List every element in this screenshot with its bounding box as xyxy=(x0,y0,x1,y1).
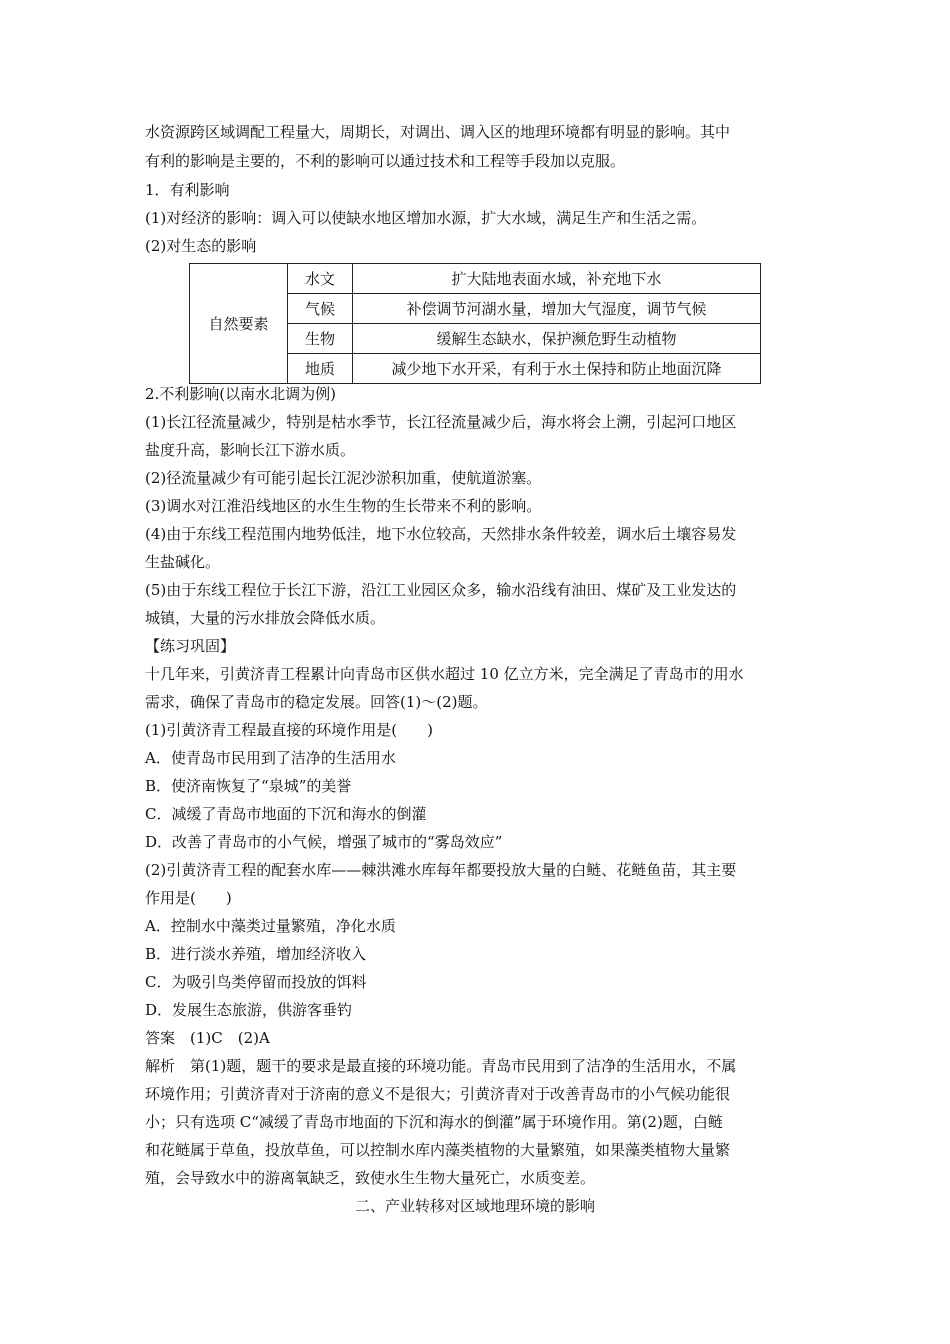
table-factor-cell: 地质 xyxy=(288,354,353,384)
unfavorable-line: 生盐碱化。 xyxy=(145,553,221,571)
unfavorable-line: (2)径流量减少有可能引起长江泥沙淤积加重，使航道淤塞。 xyxy=(145,469,542,487)
practice-stem-line: 需求，确保了青岛市的稳定发展。回答(1)～(2)题。 xyxy=(145,693,488,711)
unfavorable-line: (5)由于东线工程位于长江下游，沿江工业园区众多，输水沿线有油田、煤矿及工业发达的 xyxy=(145,581,737,599)
table-effect-cell: 减少地下水开采，有利于水土保持和防止地面沉降 xyxy=(353,354,761,384)
table-effect-cell: 扩大陆地表面水域，补充地下水 xyxy=(353,264,761,294)
ecological-effect-heading: (2)对生态的影响 xyxy=(145,237,257,255)
table-category-cell: 自然要素 xyxy=(190,264,288,384)
economic-effect: (1)对经济的影响：调入可以使缺水地区增加水源，扩大水域，满足生产和生活之需。 xyxy=(145,209,707,227)
section-title: 二、产业转移对区域地理环境的影响 xyxy=(354,1197,595,1215)
table-factor-cell: 气候 xyxy=(288,294,353,324)
table-effect-cell: 缓解生态缺水，保护濒危野生动植物 xyxy=(353,324,761,354)
practice-stem-line: 十几年来，引黄济青工程累计向青岛市区供水超过 10 亿立方米，完全满足了青岛市的用水 xyxy=(145,665,744,683)
favorable-heading: 1．有利影响 xyxy=(145,181,230,199)
question-1-option-b: B．使济南恢复了“泉城”的美誉 xyxy=(145,777,352,795)
intro-line: 有利的影响是主要的，不利的影响可以通过技术和工程等手段加以克服。 xyxy=(145,152,626,170)
unfavorable-line: (4)由于东线工程范围内地势低洼，地下水位较高，天然排水条件较差，调水后土壤容易发 xyxy=(145,525,737,543)
question-2-option-d: D．发展生态旅游，供游客垂钓 xyxy=(145,1001,353,1019)
answer-line: 答案 (1)C (2)A xyxy=(145,1029,270,1047)
analysis-line: 殖，会导致水中的游离氧缺乏，致使水生生物大量死亡，水质变差。 xyxy=(145,1169,596,1187)
table-effect-cell: 补偿调节河湖水量，增加大气湿度，调节气候 xyxy=(353,294,761,324)
question-1-option-d: D．改善了青岛市的小气候，增强了城市的“雾岛效应” xyxy=(145,833,503,851)
unfavorable-line: (1)长江径流量减少，特别是枯水季节，长江径流量减少后，海水将会上溯，引起河口地区 xyxy=(145,413,737,431)
question-2-option-a: A．控制水中藻类过量繁殖，净化水质 xyxy=(145,917,396,935)
intro-line: 水资源跨区域调配工程量大，周期长，对调出、调入区的地理环境都有明显的影响。其中 xyxy=(145,123,731,141)
natural-factors-table xyxy=(189,263,761,384)
question-2-option-c: C．为吸引鸟类停留而投放的饵料 xyxy=(145,973,367,991)
unfavorable-heading: 2.不利影响(以南水北调为例) xyxy=(145,385,337,403)
unfavorable-line: 盐度升高，影响长江下游水质。 xyxy=(145,441,356,459)
practice-heading: 【练习巩固】 xyxy=(145,637,236,655)
analysis-line: 小；只有选项 C“减缓了青岛市地面的下沉和海水的倒灌”属于环境作用。第(2)题，白鲢 xyxy=(145,1113,723,1131)
question-2-line: (2)引黄济青工程的配套水库——棘洪滩水库每年都要投放大量的白鲢、花鲢鱼苗，其主要 xyxy=(145,861,737,879)
table-factor-cell: 生物 xyxy=(288,324,353,354)
table-factor-cell: 水文 xyxy=(288,264,353,294)
analysis-line: 环境作用；引黄济青对于济南的意义不是很大；引黄济青对于改善青岛市的小气候功能很 xyxy=(145,1085,731,1103)
analysis-line: 解析 第(1)题，题干的要求是最直接的环境功能。青岛市民用到了洁净的生活用水，不属 xyxy=(145,1057,737,1075)
question-1-option-c: C．减缓了青岛市地面的下沉和海水的倒灌 xyxy=(145,805,427,823)
question-1-option-a: A．使青岛市民用到了洁净的生活用水 xyxy=(145,749,396,767)
question-2-option-b: B．进行淡水养殖，增加经济收入 xyxy=(145,945,367,963)
unfavorable-line: 城镇，大量的污水排放会降低水质。 xyxy=(145,609,386,627)
table-row xyxy=(190,264,761,294)
analysis-line: 和花鲢属于草鱼，投放草鱼，可以控制水库内藻类植物的大量繁殖，如果藻类植物大量繁 xyxy=(145,1141,731,1159)
question-2-line: 作用是( ) xyxy=(145,889,232,907)
question-1: (1)引黄济青工程最直接的环境作用是( ) xyxy=(145,721,433,739)
unfavorable-line: (3)调水对江淮沿线地区的水生生物的生长带来不利的影响。 xyxy=(145,497,542,515)
